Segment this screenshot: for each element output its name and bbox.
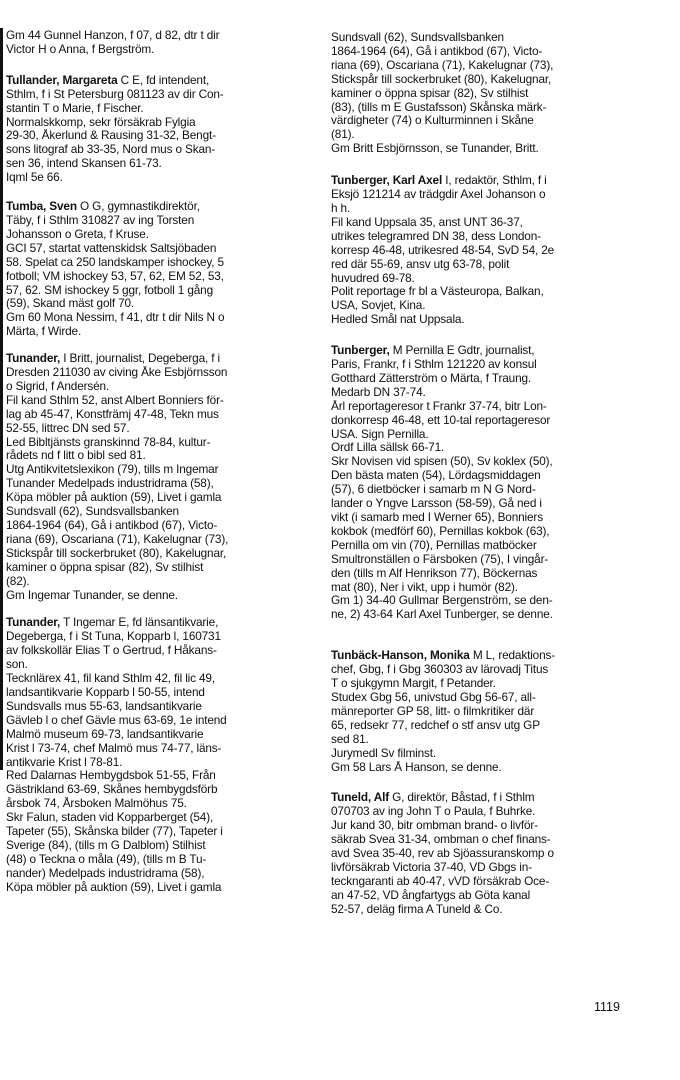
entry-heading-rest: T Ingemar E, fd länsantikvarie,: [60, 616, 219, 630]
entry-text-line: (81).: [331, 128, 355, 142]
entry-text-line: sen 36, intend Skansen 61-73.: [6, 157, 162, 171]
entry-text-line: kokbok (medförf 60), Pernillas kokbok (63),: [331, 524, 550, 538]
entry-text-line: Den bästa maten (54), Lördagsmiddagen: [331, 469, 541, 483]
entry-tunberger-pernilla: [331, 344, 647, 622]
entry-text-line: (82).: [6, 574, 30, 588]
entry-text-line: 29-30, Åkerlund & Rausing 31-32, Bengt-: [6, 129, 216, 143]
entry-text-line: Gm 60 Mona Nessim, f 41, dtr t dir Nils N o: [6, 311, 225, 325]
entry-text-line: Utg Antikvitetslexikon (79), tills m Ingemar: [6, 463, 219, 477]
entry-text-line: Medarb DN 37-74.: [331, 385, 426, 399]
entry-tumba-sven: [6, 200, 308, 339]
entry-heading-line: [6, 74, 308, 88]
entry-text-line: Sundsvalls mus 55-63, landsantikvarie: [6, 699, 202, 713]
entry-text-line: chef, Gbg, f i Gbg 360303 av lärovadj Titus: [331, 663, 549, 677]
entry-text-line: Stickspår till sockerbruket (80), Kakelugnar,: [6, 546, 227, 560]
entry-heading-line: [331, 791, 647, 805]
entry-text-line: nander) Medelpads industridrama (58),: [6, 866, 205, 880]
entry-text-line: T o sjukgymn Margit, f Petander.: [331, 677, 496, 691]
entry-name: Tullander, Margareta: [6, 73, 118, 87]
entry-text-line: Malmö museum 69-73, landsantikvarie: [6, 727, 204, 741]
entry-heading-rest: C E, fd intendent,: [117, 73, 210, 87]
entry-tunberger-karl-axel: [331, 174, 647, 327]
entry-text-line: Tunander Medelpads industridrama (58),: [6, 477, 214, 491]
entry-text-line: 52-55, littrec DN sed 57.: [6, 421, 130, 435]
entry-heading-rest: G, direktör, Båstad, f i Sthlm: [388, 791, 535, 805]
entry-text-line: Hedled Smål nat Uppsala.: [331, 313, 465, 327]
entry-text-line: Jur kand 30, bitr ombman brand- o livför-: [331, 819, 538, 833]
entry-text-line: Led Bibltjänsts granskinnd 78-84, kultur-: [6, 435, 211, 449]
entry-text-line: den (tills m Alf Henrikson 77), Böckernas: [331, 566, 538, 580]
entry-text-line: o Sigrid, f Andersén.: [6, 379, 110, 393]
entry-text-line: Pernilla om vin (70), Pernillas matböcker: [331, 538, 537, 552]
entry-text-line: 1864-1964 (64), Gå i antikbod (67), Victo-: [331, 44, 543, 58]
entry-text-line: (59), Skand mäst golf 70.: [6, 297, 135, 311]
entry-heading-line: [6, 616, 308, 630]
entry-text-line: USA. Sign Pernilla.: [331, 427, 429, 441]
entry-text-line: årsbok 74, Årsboken Malmöhus 75.: [6, 797, 187, 811]
entry-text-line: Krist l 73-74, chef Malmö mus 74-77, läns-: [6, 741, 222, 755]
entry-text-line: Gm Ingemar Tunander, se denne.: [6, 588, 178, 602]
entry-tuneld-alf: [331, 791, 647, 916]
entry-text-line: Gm 1) 34-40 Gullmar Bergenström, se den-: [331, 594, 553, 608]
entry-text-line: utrikes telegramred DN 38, dess London-: [331, 229, 541, 243]
left-column: [6, 29, 308, 895]
entry-text-line: Sverige (84), (tills m G Dalblom) Stilhist: [6, 838, 206, 852]
entry-text-line: Eksjö 121214 av trädgdir Axel Johanson o: [331, 188, 546, 202]
entry-tunander-ingemar: [6, 616, 308, 894]
entry-text-line: Gm 58 Lars Å Hanson, se denne.: [331, 760, 502, 774]
entry-text-line: vikt (i samarb med I Werner 65), Bonniers: [331, 511, 543, 524]
entry-text-line: Studex Gbg 56, univstud Gbg 56-67, all-: [331, 690, 536, 704]
entry-name: Tuneld, Alf: [331, 791, 389, 805]
entry-name: Tunberger,: [331, 344, 390, 358]
entry-text-line: huvudred 69-78.: [331, 271, 415, 285]
entry-tunander-ingemar-cont: [331, 31, 647, 156]
entry-heading-line: [331, 649, 647, 663]
entry-name: Tunbäck-Hanson, Monika: [331, 649, 470, 663]
page-number: 1119: [594, 1000, 620, 1014]
entry-text-line: fotboll; VM ishockey 53, 57, 62, EM 52, 53,: [6, 269, 224, 283]
entry-heading-rest: I Britt, journalist, Degeberga, f i: [60, 352, 220, 366]
entry-text-line: 52-57, deläg firma A Tuneld & Co.: [331, 902, 503, 916]
entry-text-line: USA, Sovjet, Kina.: [331, 299, 426, 313]
entry-tunback-hanson-monika: [331, 649, 647, 774]
entry-tullander-margareta: [6, 74, 308, 185]
entry-text-line: an 47-52, VD ångfartygs ab Göta kanal: [331, 888, 531, 902]
entry-text-line: Paris, Frankr, f i Sthlm 121220 av konsul: [331, 358, 537, 372]
entry-text-line: Köpa möbler på auktion (59), Livet i gamla: [6, 491, 222, 505]
entry-hanzon-cont: [6, 29, 308, 57]
entry-text-line: värdigheter (74) o Kulturminnen i Skåne: [331, 114, 534, 128]
right-column: [331, 31, 647, 917]
entry-text-line: mat (80), Ner i vikt, upp i humör (82).: [331, 580, 518, 594]
entry-text-line: Polit reportage fr bl a Västeuropa, Balkan,: [331, 285, 544, 299]
entry-text-line: riana (69), Oscariana (71), Kakelugnar (73),: [331, 58, 554, 72]
entry-text-line: teckngaranti ab 40-47, vVD försäkrab Oce-: [331, 874, 550, 888]
column-rule: [0, 28, 3, 770]
entry-text-line: kaminer o öppna spisar (82), Sv stilhist: [6, 560, 204, 574]
entry-text-line: kaminer o öppna spisar (82), Sv stilhist: [331, 86, 529, 100]
entry-name: Tunberger, Karl Axel: [331, 174, 443, 188]
entry-text-line: Täby, f i Sthlm 310827 av ing Torsten: [6, 213, 195, 227]
entry-text-line: (57), 6 dietböcker i samarb m N G Nord-: [331, 483, 536, 497]
entry-text-line: Tecknlärex 41, fil kand Sthlm 42, fil lic 49,: [6, 672, 215, 686]
entry-text-line: Degeberga, f i St Tuna, Kopparb l, 160731: [6, 630, 221, 644]
entry-text-line: 65, redsekr 77, redchef o stf ansv utg GP: [331, 718, 540, 732]
entry-heading-rest: M L, redaktions-: [469, 649, 556, 663]
entry-text-line: Smultronställen o Färsboken (75), I vingår-: [331, 552, 549, 566]
entry-text-line: (48) o Teckna o måla (49), (tills m B Tu-: [6, 852, 207, 866]
entry-text-line: Tapeter (55), Skånska bilder (77), Tapeter i: [6, 825, 223, 839]
entry-text-line: Iqml 5e 66.: [6, 171, 63, 185]
entry-text-line: sed 81.: [331, 732, 369, 746]
entry-heading-line: [6, 352, 308, 366]
entry-text-line: red där 55-69, ansv utg 63-78, polit: [331, 257, 510, 271]
entry-text-line: Skr Falun, staden vid Kopparberget (54),: [6, 811, 214, 825]
entry-text-line: 57, 62. SM ishockey 5 ggr, fotboll 1 gång: [6, 283, 213, 297]
entry-name: Tunander,: [6, 352, 61, 366]
entry-text-line: ne, 2) 43-64 Karl Axel Tunberger, se denne.: [331, 608, 553, 622]
entry-text-line: 1864-1964 (64), Gå i antikbod (67), Victo-: [6, 519, 218, 532]
entry-text-line: (83), (tills m E Gustafsson) Skånska märk-: [331, 100, 547, 114]
entry-text-line: Gm 44 Gunnel Hanzon, f 07, d 82, dtr t dir: [6, 29, 220, 42]
entry-text-line: Ordf Lilla sällsk 66-71.: [331, 441, 445, 455]
entry-heading-line: [331, 174, 647, 188]
entry-heading-rest: O G, gymnastikdirektör,: [76, 200, 200, 214]
entry-text-line: 070703 av ing John T o Paula, f Buhrke.: [331, 805, 536, 819]
entry-text-line: säkrab Svea 31-34, ombman o chef finans-: [331, 833, 551, 847]
entry-text-line: Skr Novisen vid spisen (50), Sv koklex (50),: [331, 455, 553, 469]
entry-text-line: Årl reportageresor t Frankr 37-74, bitr Lon-: [331, 399, 547, 413]
entry-text-line: Sthlm, f i St Petersburg 081123 av dir Con-: [6, 87, 224, 101]
entry-text-line: sons litograf ab 33-35, Nord mus o Skan-: [6, 143, 216, 157]
entry-text-line: landsantikvarie Kopparb l 50-55, intend: [6, 685, 205, 699]
entry-text-line: Köpa möbler på auktion (59), Livet i gamla: [6, 880, 222, 894]
entry-heading-line: [331, 344, 647, 358]
entry-heading-rest: I, redaktör, Sthlm, f i: [442, 174, 547, 188]
entry-text-line: Stickspår till sockerbruket (80), Kakelugnar,: [331, 72, 552, 86]
entry-text-line: avd Svea 35-40, rev ab Sjöassuranskomp o: [331, 847, 554, 861]
entry-text-line: Sundsvall (62), Sundsvallsbanken: [6, 505, 179, 519]
entry-text-line: Red Dalarnas Hembygdsbok 51-55, Från: [6, 769, 216, 783]
entry-text-line: livförsäkrab Victoria 37-40, VD Gbgs in-: [331, 860, 532, 874]
entry-text-line: mänreporter GP 58, litt- o filmkritiker där: [331, 704, 535, 718]
entry-text-line: Fil kand Sthlm 52, anst Albert Bonniers för-: [6, 393, 224, 407]
entry-text-line: 58. Spelat ca 250 landskamper ishockey, 5: [6, 255, 224, 269]
entry-text-line: lander o Yngve Larsson (58-59), Gå ned i: [331, 497, 542, 511]
entry-text-line: rådets nd f litt o bibl sed 81.: [6, 449, 146, 463]
entry-text-line: Märta, f Wirde.: [6, 325, 82, 339]
entry-text-line: Gävleb l o chef Gävle mus 63-69, 1e intend: [6, 713, 227, 727]
entry-text-line: korresp 46-48, utrikesred 48-54, SvD 54, 2e: [331, 243, 555, 257]
entry-text-line: Gotthard Zätterström o Märta, f Traung.: [331, 371, 532, 385]
entry-text-line: GCI 57, startat vattenskidsk Saltsjöbaden: [6, 241, 217, 255]
entry-text-line: stantin T o Marie, f Fischer.: [6, 101, 144, 115]
entry-text-line: Jurymedl Sv filminst.: [331, 746, 437, 760]
entry-text-line: son.: [6, 658, 28, 672]
entry-name: Tumba, Sven: [6, 200, 77, 214]
entry-text-line: Normalskkomp, sekr försäkrab Fylgia: [6, 115, 196, 129]
entry-text-line: donkorresp 46-48, ett 10-tal reportageresor: [331, 413, 551, 427]
entry-text-line: h h.: [331, 201, 351, 215]
entry-text-line: Gästrikland 63-69, Skånes hembygdsförb: [6, 783, 218, 797]
entry-text-line: Dresden 211030 av civing Åke Esbjörnsson: [6, 366, 228, 380]
entry-text-line: riana (69), Oscariana (71), Kakelugnar (73),: [6, 532, 229, 546]
entry-heading-rest: M Pernilla E Gdtr, journalist,: [389, 344, 535, 358]
entry-text-line: lag ab 45-47, Konstfrämj 47-48, Tekn mus: [6, 407, 219, 421]
entry-text-line: antikvarie Krist l 78-81.: [6, 755, 123, 769]
entry-text-line: Johansson o Greta, f Kruse.: [6, 227, 149, 241]
entry-heading-line: [6, 200, 308, 214]
entry-text-line: Sundsvall (62), Sundsvallsbanken: [331, 31, 504, 44]
entry-tunander-britt: [6, 352, 308, 602]
entry-text-line: Fil kand Uppsala 35, anst UNT 36-37,: [331, 215, 523, 229]
entry-text-line: Victor H o Anna, f Bergström.: [6, 42, 155, 56]
entry-text-line: av folkskollär Elias T o Gertrud, f Håkans-: [6, 644, 217, 658]
entry-name: Tunander,: [6, 616, 61, 630]
entry-text-line: Gm Britt Esbjörnsson, se Tunander, Britt.: [331, 142, 539, 156]
